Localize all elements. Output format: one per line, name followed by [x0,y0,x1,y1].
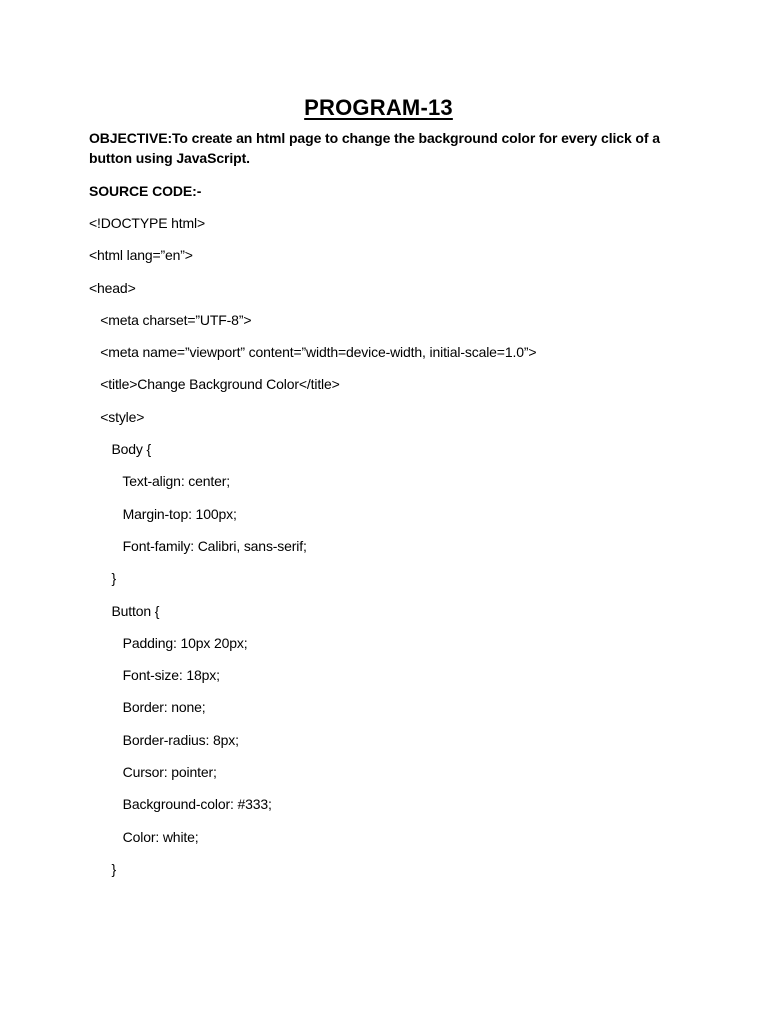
objective-text: OBJECTIVE:To create an html page to change the background color for every click of a button using JavaScript. [89,130,660,166]
code-line: Border-radius: 8px; [89,731,239,748]
code-line: Padding: 10px 20px; [89,634,248,651]
code-line: <html lang=”en”> [89,247,193,264]
code-line: <style> [89,408,145,425]
code-line: } [89,860,116,877]
code-line: Text-align: center; [89,473,231,490]
code-line: Font-size: 18px; [89,667,220,684]
code-line: Margin-top: 100px; [89,505,237,522]
code-line: Button { [89,602,160,619]
code-line: Border: none; [89,699,206,716]
source-code-block [89,213,536,891]
source-code-heading: SOURCE CODE:- [89,183,202,199]
code-line: <title>Change Background Color</title> [89,376,340,393]
code-line: <!DOCTYPE html> [89,215,206,231]
code-line: <meta charset=”UTF-8”> [89,311,252,328]
code-line: <meta name=”viewport” content=”width=device-width, initial-scale=1.0”> [89,344,537,361]
page-title: PROGRAM-13 [304,95,453,120]
code-line: Background-color: #333; [89,796,272,813]
code-line: } [89,570,116,587]
code-line: Color: white; [89,828,199,845]
code-line: <head> [89,279,136,296]
code-line: Body { [89,441,152,458]
code-line: Font-family: Calibri, sans-serif; [89,537,307,554]
code-line: Cursor: pointer; [89,764,217,781]
